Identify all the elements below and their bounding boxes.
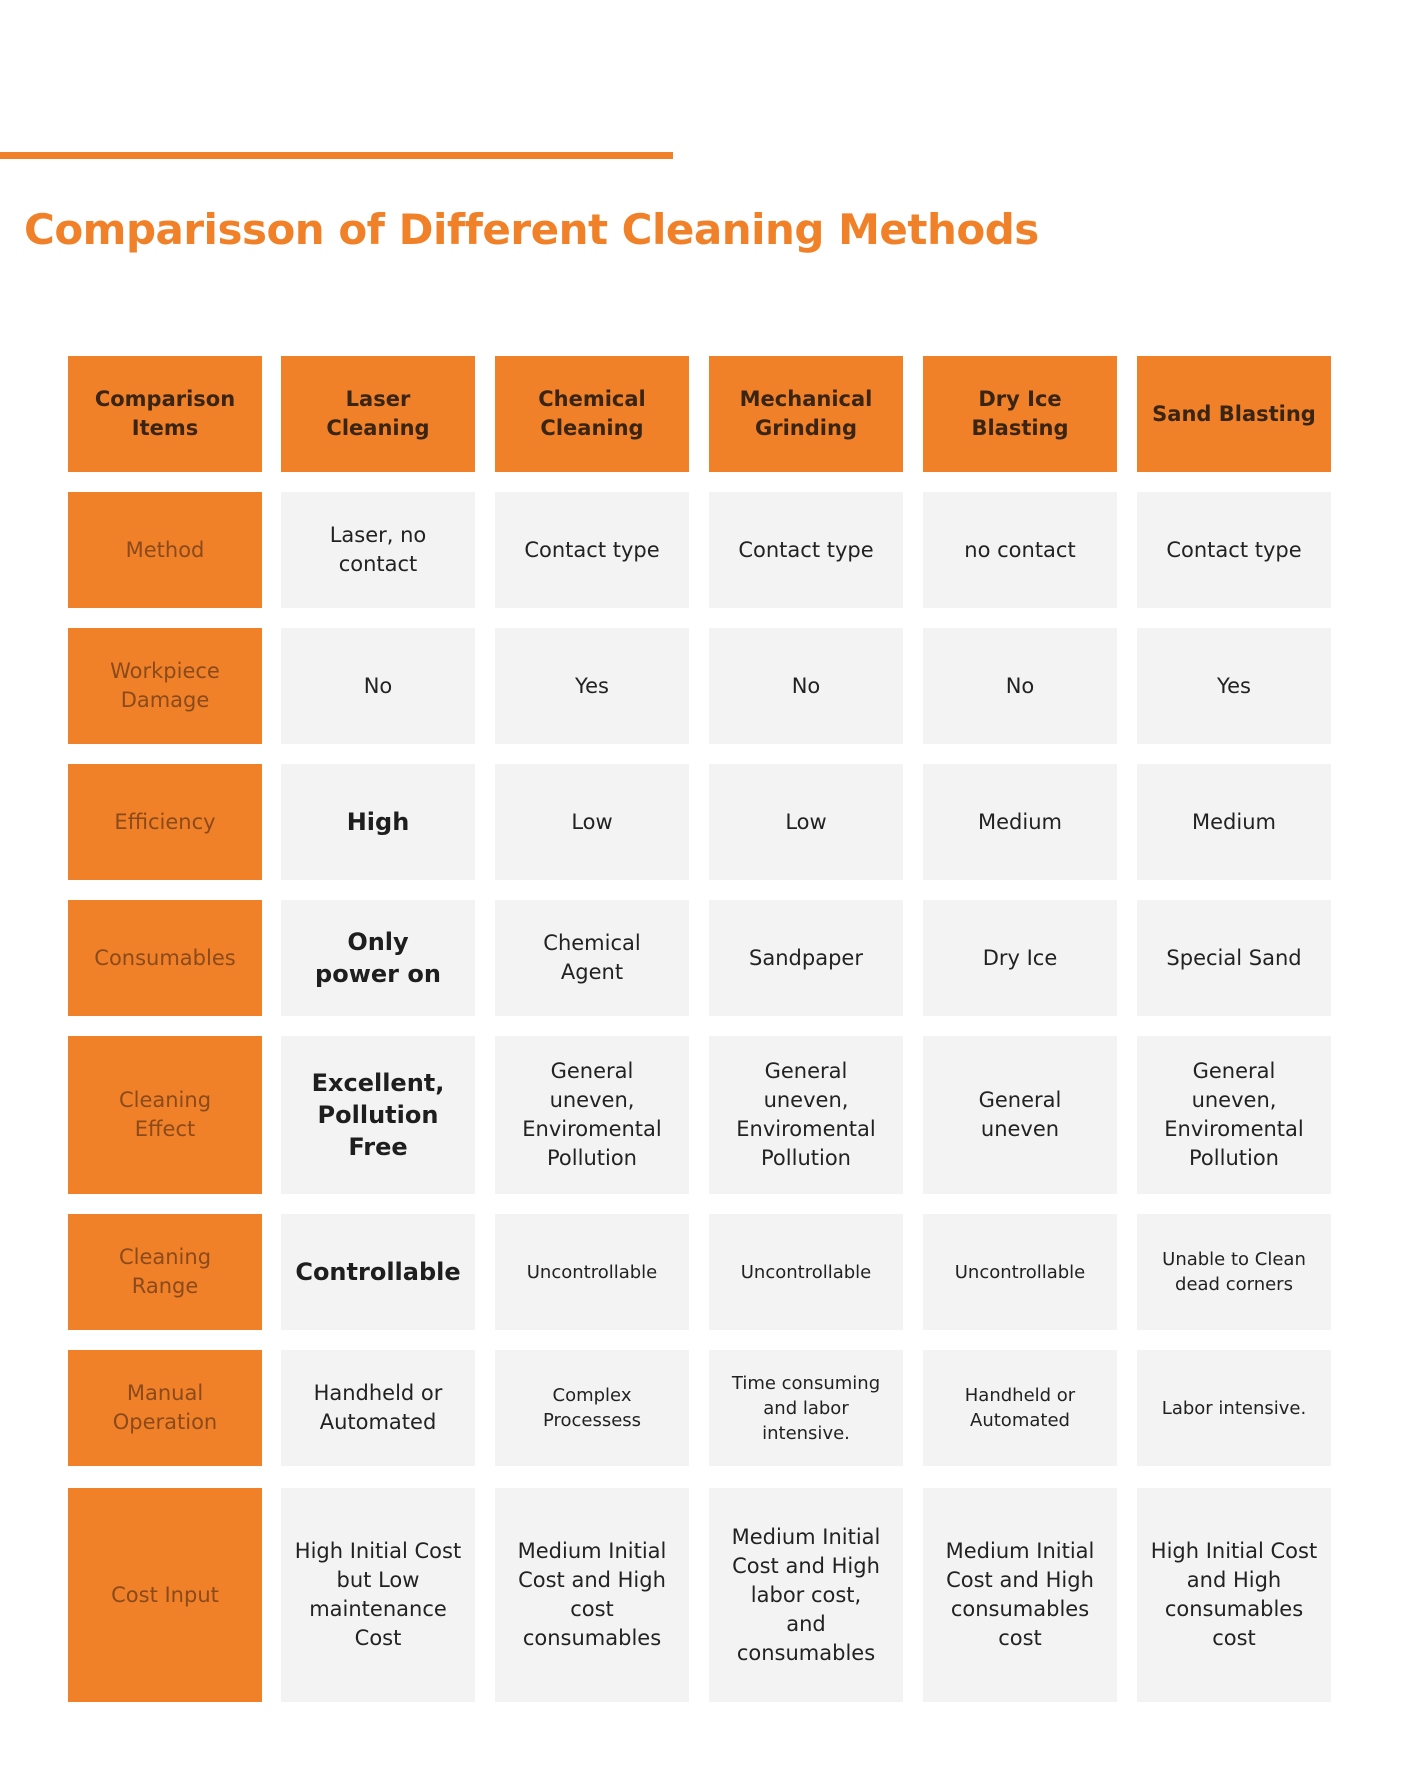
table-cell-text: High Initial Cost and High consumables cost <box>1150 1539 1318 1650</box>
table-cell <box>709 492 903 608</box>
row-label-text: Cost Input <box>111 1582 219 1607</box>
column-header-label: Sand Blasting <box>1152 401 1316 426</box>
table-cell <box>923 492 1117 608</box>
table-cell <box>923 764 1117 880</box>
table-cell <box>709 1036 903 1194</box>
column-header-label: Comparison Items <box>94 387 236 440</box>
table-cell-text: Yes <box>1217 673 1251 698</box>
table-cell <box>1137 1214 1331 1330</box>
table-cell <box>923 900 1117 1016</box>
row-label-cleaning-effect <box>68 1036 262 1194</box>
column-header-label: Mechanical Grinding <box>739 387 873 440</box>
table-cell-text: General uneven, Enviromental Pollution <box>522 1059 662 1170</box>
page-title: Comparisson of Different Cleaning Methods <box>24 205 1039 254</box>
table-cell <box>495 628 689 744</box>
table-cell-text: Uncontrollable <box>954 1261 1086 1283</box>
table-cell-text: Dry Ice <box>982 945 1058 970</box>
row-label-text: Efficiency <box>114 809 216 834</box>
table-cell <box>923 628 1117 744</box>
row-label-method <box>68 492 262 608</box>
table-cell-text: No <box>1005 673 1035 698</box>
table-cell <box>495 492 689 608</box>
table-cell <box>709 628 903 744</box>
table-cell-text: Laser, no contact <box>329 523 427 576</box>
table-cell <box>709 1488 903 1702</box>
column-header-comparison-items <box>68 356 262 472</box>
table-cell-text: Medium Initial Cost and High cost consumables <box>517 1539 667 1650</box>
table-cell <box>281 492 475 608</box>
row-label-text: Workpiece Damage <box>110 659 220 712</box>
table-cell <box>709 764 903 880</box>
table-cell <box>709 1214 903 1330</box>
table-cell-text: Contact type <box>524 537 660 562</box>
column-header-chemical-cleaning <box>495 356 689 472</box>
table-cell-text: Handheld or Automated <box>313 1381 443 1434</box>
table-cell-text: High Initial Cost but Low maintenance Cost <box>294 1539 462 1650</box>
table-cell <box>923 1488 1117 1702</box>
column-header-mechanical-grinding <box>709 356 903 472</box>
table-cell <box>281 1350 475 1466</box>
table-cell <box>1137 1350 1331 1466</box>
row-label-consumables <box>68 900 262 1016</box>
table-cell-text: No <box>363 673 393 698</box>
table-cell <box>709 1350 903 1466</box>
table-cell-text: Contact type <box>738 537 874 562</box>
table-cell <box>495 1214 689 1330</box>
table-cell <box>923 1350 1117 1466</box>
table-cell <box>1137 1488 1331 1702</box>
table-cell <box>495 1350 689 1466</box>
table-cell-text: Medium Initial Cost and High labor cost, and consumables <box>731 1524 881 1665</box>
table-cell <box>1137 764 1331 880</box>
row-label-workpiece-damage <box>68 628 262 744</box>
table-cell-text: Chemical Agent <box>543 931 641 984</box>
table-cell-text: Time consuming and labor intensive. <box>731 1372 881 1444</box>
table-cell <box>923 1036 1117 1194</box>
table-cell-text: General uneven, Enviromental Pollution <box>1164 1059 1304 1170</box>
table-cell-text: Low <box>785 809 827 834</box>
table-cell-text: Only power on <box>315 928 441 988</box>
table-cell-highlight <box>281 1214 475 1330</box>
table-cell <box>495 1036 689 1194</box>
table-cell <box>1137 1036 1331 1194</box>
row-label-manual-operation <box>68 1350 262 1466</box>
table-cell <box>709 900 903 1016</box>
table-cell-text: General uneven <box>978 1088 1062 1141</box>
table-cell-text: Uncontrollable <box>740 1261 872 1283</box>
table-cell <box>923 1214 1117 1330</box>
column-header-label: Laser Cleaning <box>326 387 430 440</box>
table-cell-text: Complex Processess <box>542 1385 642 1431</box>
table-cell <box>281 628 475 744</box>
table-cell-text: No <box>791 673 821 698</box>
table-cell-text: no contact <box>964 537 1076 562</box>
table-cell-text: Yes <box>575 673 609 698</box>
column-header-label: Chemical Cleaning <box>538 387 646 440</box>
table-cell-text: Excellent, Pollution Free <box>311 1069 445 1161</box>
table-cell-text: Special Sand <box>1166 945 1302 970</box>
table-cell-text: Controllable <box>295 1258 461 1286</box>
row-label-text: Manual Operation <box>112 1381 218 1434</box>
column-header-laser-cleaning <box>281 356 475 472</box>
column-header-dry-ice-blasting <box>923 356 1117 472</box>
row-label-text: Cleaning Effect <box>118 1088 212 1141</box>
row-label-efficiency <box>68 764 262 880</box>
table-cell <box>495 1488 689 1702</box>
row-label-text: Consumables <box>94 945 236 970</box>
table-cell <box>1137 900 1331 1016</box>
table-cell-text: Sandpaper <box>749 945 863 970</box>
column-header-sand-blasting <box>1137 356 1331 472</box>
table-cell-highlight <box>281 1036 475 1194</box>
row-label-cleaning-range <box>68 1214 262 1330</box>
table-cell-highlight <box>281 900 475 1016</box>
table-cell-text: Unable to Clean dead corners <box>1162 1249 1306 1295</box>
table-cell <box>1137 492 1331 608</box>
row-label-cost-input <box>68 1488 262 1702</box>
decorative-top-rule <box>0 152 673 159</box>
table-cell-text: Uncontrollable <box>526 1261 658 1283</box>
row-label-text: Method <box>125 537 205 562</box>
table-cell-text: Medium <box>978 809 1062 834</box>
column-header-label: Dry Ice Blasting <box>971 387 1069 440</box>
table-cell <box>1137 628 1331 744</box>
table-cell-text: Labor intensive. <box>1161 1397 1307 1419</box>
table-cell <box>281 1488 475 1702</box>
table-cell <box>495 764 689 880</box>
table-cell-text: Contact type <box>1166 537 1302 562</box>
table-cell <box>495 900 689 1016</box>
table-cell-text: General uneven, Enviromental Pollution <box>736 1059 876 1170</box>
table-cell-text: Medium Initial Cost and High consumables cost <box>945 1539 1095 1650</box>
table-cell-text: Medium <box>1192 809 1276 834</box>
table-cell-text: High <box>346 808 410 836</box>
row-label-text: Cleaning Range <box>118 1245 212 1298</box>
table-cell-text: Low <box>571 809 613 834</box>
table-cell-text: Handheld or Automated <box>964 1385 1076 1431</box>
table-cell-highlight <box>281 764 475 880</box>
